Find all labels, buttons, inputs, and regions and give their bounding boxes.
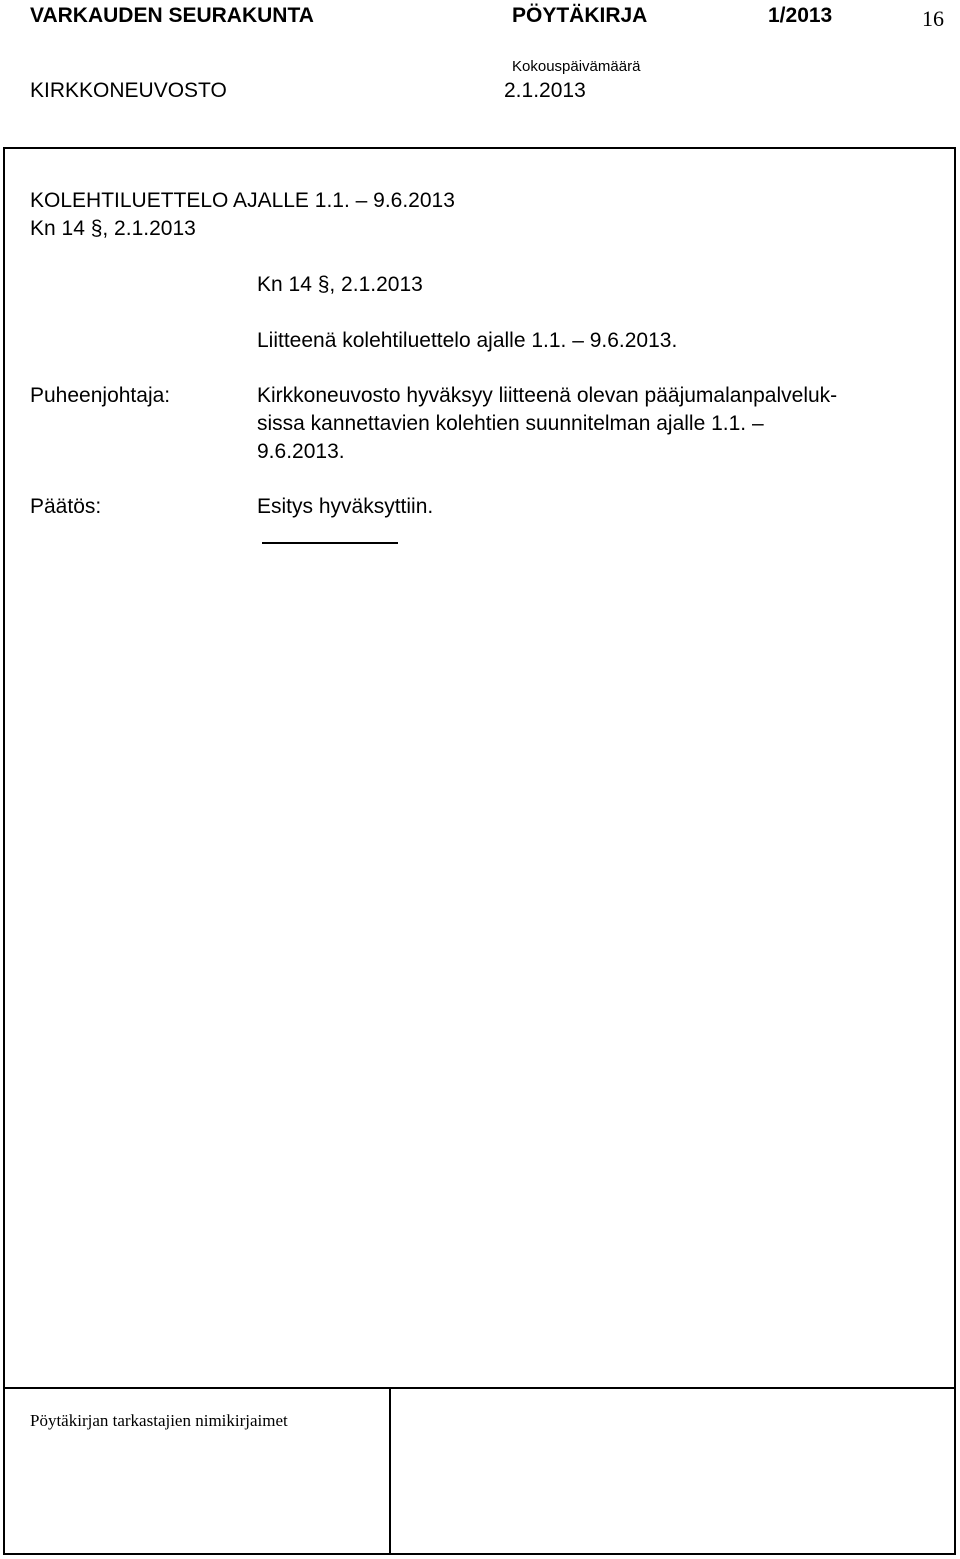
decision-label: Päätös: <box>30 495 102 518</box>
proposal-line-2: sissa kannettavien kolehtien suunnitelman ajalle 1.1. – <box>257 412 764 435</box>
meeting-date: 2.1.2013 <box>504 79 586 102</box>
footer-column-divider <box>389 1387 391 1555</box>
end-line <box>262 542 398 544</box>
document-number: 1/2013 <box>768 4 833 27</box>
footer-divider <box>3 1387 956 1389</box>
attachment-note: Liitteenä kolehtiluettelo ajalle 1.1. – 9.6.2013. <box>257 329 678 352</box>
meeting-date-label: Kokouspäivämäärä <box>512 58 641 75</box>
organization-name: VARKAUDEN SEURAKUNTA <box>30 4 314 27</box>
proposal-line-3: 9.6.2013. <box>257 440 345 463</box>
section-reference-indented: Kn 14 §, 2.1.2013 <box>257 273 423 296</box>
decision-text: Esitys hyväksyttiin. <box>257 495 434 518</box>
section-title: KOLEHTILUETTELO AJALLE 1.1. – 9.6.2013 <box>30 189 455 212</box>
body-name: KIRKKONEUVOSTO <box>30 79 227 102</box>
chair-label: Puheenjohtaja: <box>30 384 171 407</box>
proposal-line-1: Kirkkoneuvosto hyväksyy liitteenä olevan pääjumalanpalveluk- <box>257 384 838 407</box>
section-reference: Kn 14 §, 2.1.2013 <box>30 217 196 240</box>
page-number: 16 <box>922 6 944 31</box>
content-frame <box>3 147 956 1555</box>
signatures-label: Pöytäkirjan tarkastajien nimikirjaimet <box>30 1411 288 1430</box>
document-type: PÖYTÄKIRJA <box>512 4 648 27</box>
